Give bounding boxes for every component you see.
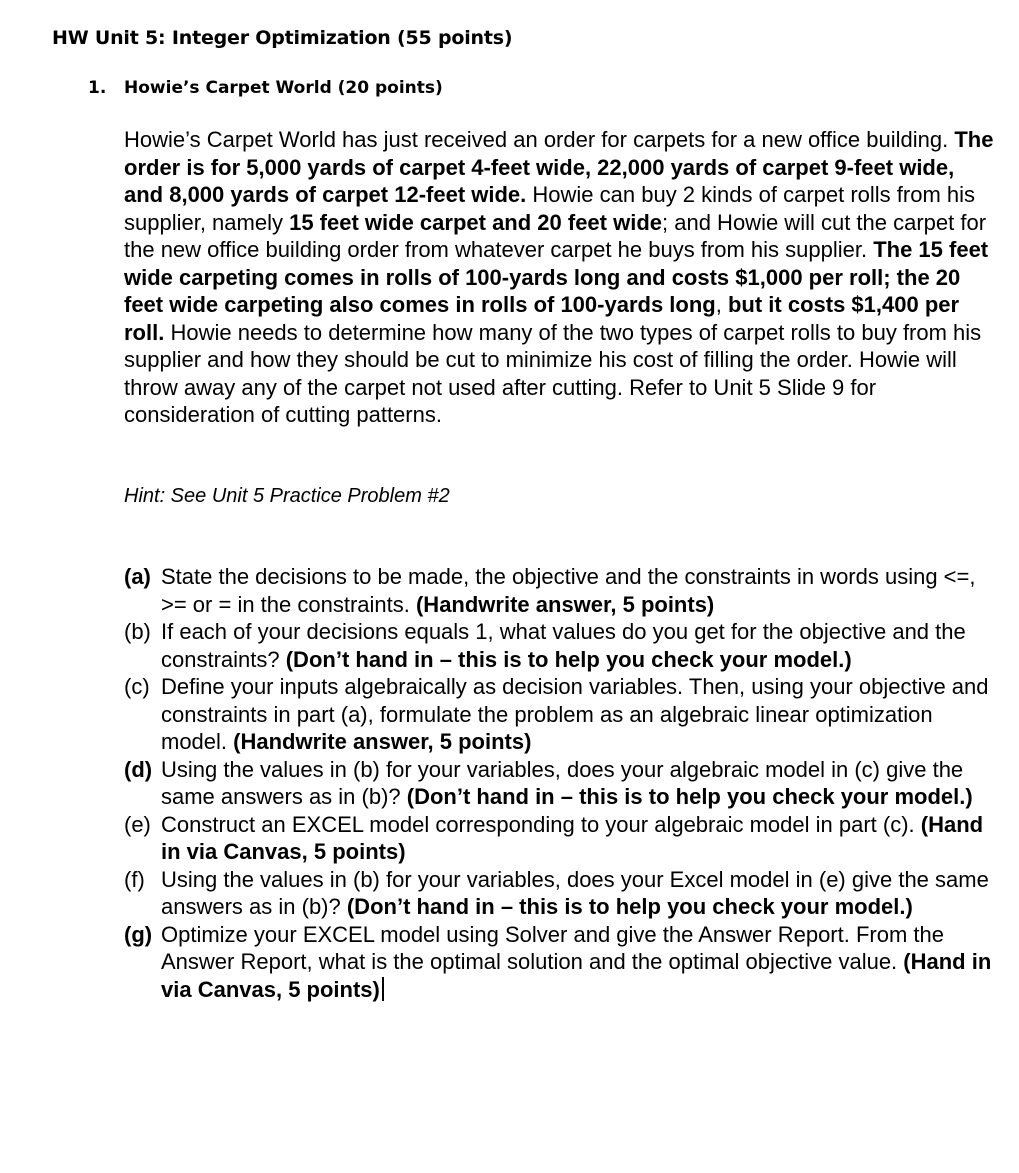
hint-text: Hint: See Unit 5 Practice Problem #2 bbox=[124, 485, 450, 507]
part-label: (g) bbox=[124, 921, 153, 947]
body-text: Howie’s Carpet World has just received an order for carpets for a new office building. bbox=[124, 127, 955, 152]
part-text: Using the values in (b) for your variables, does your algebraic model in (c) give the same answers as in (b)? bbox=[161, 756, 964, 809]
part-note: (Handwrite answer, 5 points) bbox=[415, 591, 715, 617]
page-title: HW Unit 5: Integer Optimization (55 points) bbox=[52, 27, 513, 49]
body-text: Howie can buy 2 kinds of carpet rolls from his supplier, namely bbox=[124, 182, 976, 235]
part-note: (Hand in via Canvas, 5 points) bbox=[161, 811, 984, 864]
part-text: Define your inputs algebraically as decision variables. Then, using your objective and constraints in part (a), formulate the problem as an algebraic linear optimization model. bbox=[161, 674, 989, 754]
question-parts-list bbox=[124, 563, 994, 1003]
part-label: (d) bbox=[124, 756, 153, 782]
question-part-g bbox=[124, 921, 994, 1004]
body-text: ; and Howie will cut the carpet for the new office building order from whatever carpet he buys from his supplier. bbox=[124, 209, 987, 262]
part-note: (Don’t hand in – this is to help you check your model.) bbox=[406, 784, 973, 809]
problem-description bbox=[124, 126, 994, 429]
part-label: (f) bbox=[124, 866, 145, 892]
body-bold-text: 15 feet wide carpet and 20 feet wide bbox=[289, 209, 663, 235]
part-text: If each of your decisions equals 1, what values do you get for the objective and the constraints? bbox=[161, 619, 966, 672]
part-text: Construct an EXCEL model corresponding to your algebraic model in part (c). bbox=[161, 811, 921, 837]
part-note: (Handwrite answer, 5 points) bbox=[233, 729, 532, 754]
question-title bbox=[88, 78, 443, 98]
part-label: (c) bbox=[124, 674, 150, 699]
part-label: (a) bbox=[124, 564, 151, 589]
text-cursor bbox=[382, 977, 384, 1001]
body-bold-text: The 15 feet wide carpeting comes in rolls of 100-yards long and costs $1,000 per roll; the 20 feet wide carpeting also comes in rolls of 100-yards long bbox=[124, 237, 989, 317]
body-bold-text: but it costs $1,400 per roll. bbox=[124, 292, 960, 345]
question-part-a bbox=[124, 563, 994, 618]
question-title-text: Howie’s Carpet World (20 points) bbox=[124, 78, 443, 98]
part-label: (b) bbox=[124, 619, 151, 644]
part-text: Optimize your EXCEL model using Solver and give the Answer Report. From the Answer Report, what is the optimal solution and the optimal objective value. bbox=[161, 921, 944, 974]
body-text: , bbox=[715, 292, 728, 317]
question-part-f bbox=[124, 866, 994, 921]
part-text: State the decisions to be made, the objective and the constraints in words using <=, >= or = in the constraints. bbox=[161, 564, 976, 617]
part-text: Using the values in (b) for your variables, does your Excel model in (e) give the same answers as in (b)? bbox=[161, 866, 989, 919]
question-part-c bbox=[124, 673, 994, 756]
body-bold-text: The order is for 5,000 yards of carpet 4-feet wide, 22,000 yards of carpet 9-feet wide, and 8,000 yards of carpet 12-feet wide. bbox=[124, 127, 994, 207]
body-text: Howie needs to determine how many of the two types of carpet rolls to buy from his supplier and how they should be cut to minimize his cost of filling the order. Howie will throw away any of the carpet not used after cutting. Refer to Unit 5 Slide 9 for consideration of cutting patterns. bbox=[124, 319, 982, 427]
part-label: (e) bbox=[124, 811, 151, 837]
part-note: (Don’t hand in – this is to help you check your model.) bbox=[346, 894, 913, 919]
part-note: (Hand in via Canvas, 5 points) bbox=[161, 949, 992, 1002]
question-part-d bbox=[124, 756, 994, 811]
part-note: (Don’t hand in – this is to help you check your model.) bbox=[285, 646, 852, 672]
question-number: 1. bbox=[88, 78, 107, 98]
question-part-b bbox=[124, 618, 994, 673]
question-part-e bbox=[124, 811, 994, 866]
